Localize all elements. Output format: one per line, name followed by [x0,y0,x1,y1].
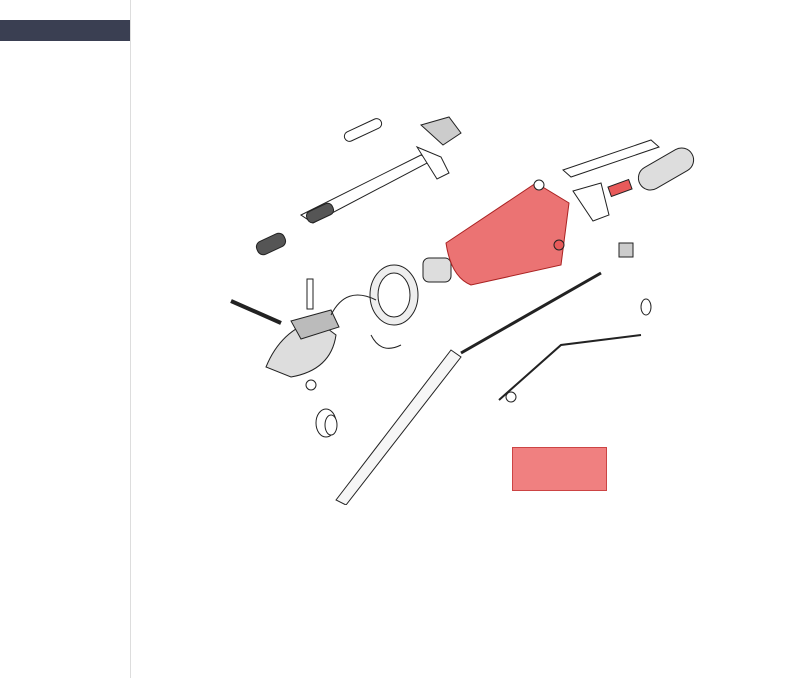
exploded-parts-diagram [131,95,800,505]
unavailable-notice [512,447,607,491]
sidebar [0,0,131,678]
main-content [131,0,800,678]
sidebar-section-header [0,20,130,41]
